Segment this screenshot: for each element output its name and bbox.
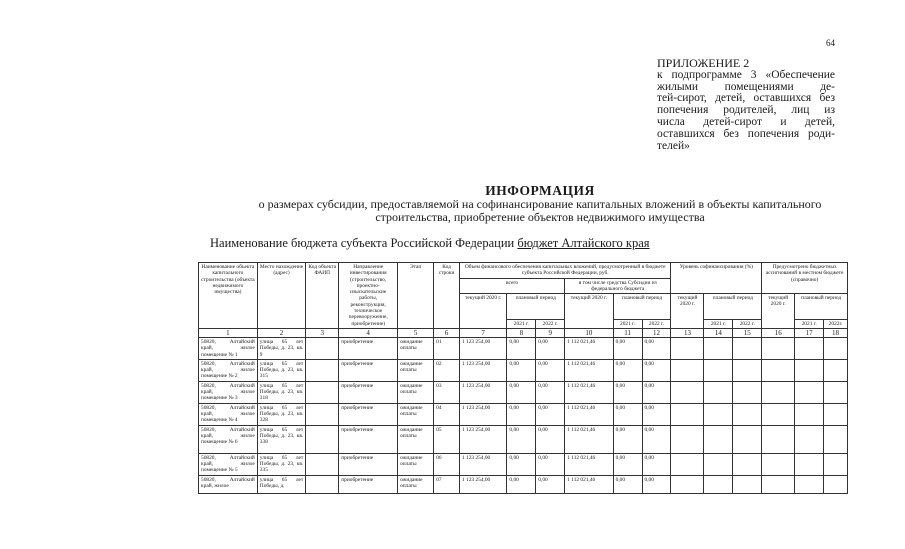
document-subtitle-line: строительства, приобретение объектов недвижимого имущества: [375, 209, 705, 224]
cofin-2020-cell: [671, 337, 704, 359]
direction-cell: приобретение: [339, 337, 398, 359]
stage-cell: ожидание оплаты: [398, 475, 434, 493]
header-year: 2022г.: [824, 319, 848, 328]
subsidy-2021-cell: 0,00: [613, 359, 642, 381]
column-number: 15: [733, 328, 762, 337]
appendix-line: тей-сирот, детей, оставшихся без: [657, 92, 835, 105]
limit-2021-cell: [795, 425, 824, 453]
row-code-cell: 01: [434, 337, 460, 359]
appendix-line: числа детей-сирот и детей,: [657, 115, 835, 128]
limit-2021-cell: [795, 337, 824, 359]
total-2022-cell: 0,00: [536, 381, 565, 403]
column-number: 14: [704, 328, 733, 337]
header-direction: Направление инвестирования (строительство, проектно-изыскательские работы, реконструкция, техническое перевооружение, приобретение): [339, 263, 398, 329]
header-year: 2021 г.: [613, 319, 642, 328]
address-cell: улица 65 лет Победы, д. 23, кв. 318: [257, 381, 305, 403]
appendix-title: ПРИЛОЖЕНИЕ 2: [657, 56, 750, 70]
column-number-row: [199, 328, 848, 337]
subsidy-2022-cell: 0,00: [642, 475, 671, 493]
address-cell: улица 65 лет Победы, д. 23, кв. 315: [257, 359, 305, 381]
total-2020-cell: 1 123 254,00: [459, 475, 506, 493]
cofin-2020-cell: [671, 453, 704, 475]
cofin-2020-cell: [671, 475, 704, 493]
limit-2021-cell: [795, 381, 824, 403]
column-number: 2: [257, 328, 305, 337]
budget-value: бюджет Алтайского края: [517, 236, 650, 250]
header-year: 2022 г.: [642, 319, 671, 328]
header-current-year: текущий 2020 г.: [762, 294, 795, 329]
total-2020-cell: 1 123 254,00: [459, 425, 506, 453]
header-year: 2021 г.: [704, 319, 733, 328]
cofin-2022-cell: [733, 475, 762, 493]
row-code-cell: 05: [434, 425, 460, 453]
header-planned-period: плановый период: [795, 294, 848, 319]
limit-2021-cell: [795, 475, 824, 493]
cofin-2021-cell: [704, 403, 733, 425]
object-name-cell: 50820, Алтайский край, жилое помещение № 5: [199, 453, 258, 475]
subsidy-2022-cell: 0,00: [642, 425, 671, 453]
row-code-cell: 07: [434, 475, 460, 493]
document-heading: [200, 184, 880, 223]
header-year: 2022 г.: [536, 319, 565, 328]
object-name-cell: 50820, Алтайский край, жилое помещение № 6: [199, 425, 258, 453]
header-planned-period: плановый период: [704, 294, 762, 319]
column-number: 3: [306, 328, 339, 337]
document-subtitle-line: о размерах субсидии, предоставляемой на софинансирование капитальных вложений в объекты капитального: [258, 197, 822, 211]
appendix-line: к подпрограмме 3 «Обеспечение: [657, 68, 835, 81]
total-2020-cell: 1 123 254,00: [459, 359, 506, 381]
appendix-block: [657, 58, 835, 152]
stage-cell: ожидание оплаты: [398, 359, 434, 381]
header-row: [199, 263, 848, 279]
subsidy-2021-cell: 0,00: [613, 453, 642, 475]
header-year: 2022 г.: [733, 319, 762, 328]
header-current-year: текущий 2020 г.: [671, 294, 704, 329]
subsidy-2022-cell: 0,00: [642, 381, 671, 403]
row-code-cell: 02: [434, 359, 460, 381]
table-row: [199, 359, 848, 381]
subsidy-2021-cell: 0,00: [613, 337, 642, 359]
address-cell: улица 65 лет Победы, д. 23, кв. 338: [257, 425, 305, 453]
column-number: 18: [824, 328, 848, 337]
appendix-line: телей»: [657, 139, 690, 152]
limit-2022-cell: [824, 425, 848, 453]
stage-cell: ожидание оплаты: [398, 425, 434, 453]
direction-cell: приобретение: [339, 425, 398, 453]
cofin-2020-cell: [671, 403, 704, 425]
row-code-cell: 03: [434, 381, 460, 403]
limit-2020-cell: [762, 381, 795, 403]
header-row-code: Код строки: [434, 263, 460, 329]
header-faip-code: Код объекта ФАИП: [306, 263, 339, 329]
address-cell: улица 65 лет Победы, д.: [257, 475, 305, 493]
header-year: 2021 г.: [507, 319, 536, 328]
subsidy-2022-cell: 0,00: [642, 403, 671, 425]
subsidy-2021-cell: 0,00: [613, 425, 642, 453]
limit-2022-cell: [824, 453, 848, 475]
total-2021-cell: 0,00: [507, 337, 536, 359]
address-cell: улица 65 лет Победы, д. 23, кв. 328: [257, 403, 305, 425]
appendix-line: оставшихся без попечения роди-: [657, 127, 835, 140]
limit-2021-cell: [795, 359, 824, 381]
faip-code-cell: [306, 425, 339, 453]
total-2022-cell: 0,00: [536, 403, 565, 425]
faip-code-cell: [306, 475, 339, 493]
subsidy-2020-cell: 1 112 021,46: [565, 381, 613, 403]
document-title: ИНФОРМАЦИЯ: [485, 183, 595, 198]
subsidy-2020-cell: 1 112 021,46: [565, 475, 613, 493]
column-number: 16: [762, 328, 795, 337]
total-2021-cell: 0,00: [507, 475, 536, 493]
cofin-2020-cell: [671, 425, 704, 453]
direction-cell: приобретение: [339, 403, 398, 425]
subsidy-2020-cell: 1 112 021,46: [565, 359, 613, 381]
address-cell: улица 65 лет Победы, д. 23, кв. 9: [257, 337, 305, 359]
total-2022-cell: 0,00: [536, 359, 565, 381]
total-2022-cell: 0,00: [536, 425, 565, 453]
subsidy-2022-cell: 0,00: [642, 337, 671, 359]
subsidy-2020-cell: 1 112 021,46: [565, 453, 613, 475]
header-volume: Объем финансового обеспечения капитальных вложений, предусмотренный в бюджете субъекта Российской Федерации, руб.: [459, 263, 670, 279]
faip-code-cell: [306, 381, 339, 403]
total-2020-cell: 1 123 254,00: [459, 337, 506, 359]
limit-2020-cell: [762, 425, 795, 453]
stage-cell: ожидание оплаты: [398, 403, 434, 425]
budget-label: Наименование бюджета субъекта Российской Федерации: [210, 236, 515, 250]
column-number: 11: [613, 328, 642, 337]
header-location: Место нахождение (адрес): [257, 263, 305, 329]
table-row: [199, 453, 848, 475]
limit-2022-cell: [824, 403, 848, 425]
column-number: 7: [459, 328, 506, 337]
direction-cell: приобретение: [339, 381, 398, 403]
cofin-2021-cell: [704, 381, 733, 403]
limit-2022-cell: [824, 359, 848, 381]
limit-2021-cell: [795, 453, 824, 475]
header-limits: Предусмотрено бюджетных ассигнований в местном бюджете (справочно): [762, 263, 848, 294]
cofin-2022-cell: [733, 453, 762, 475]
address-cell: улица 65 лет Победы, д. 23, кв. 335: [257, 453, 305, 475]
cofin-2022-cell: [733, 381, 762, 403]
header-total: всего: [459, 278, 564, 294]
total-2021-cell: 0,00: [507, 359, 536, 381]
total-2020-cell: 1 123 254,00: [459, 403, 506, 425]
column-number: 6: [434, 328, 460, 337]
table-row: [199, 381, 848, 403]
column-number: 5: [398, 328, 434, 337]
stage-cell: ожидание оплаты: [398, 453, 434, 475]
appendix-line: попечения родителей, лиц из: [657, 104, 835, 117]
limit-2021-cell: [795, 403, 824, 425]
limit-2020-cell: [762, 453, 795, 475]
limit-2020-cell: [762, 475, 795, 493]
column-number: 8: [507, 328, 536, 337]
total-2020-cell: 1 123 254,00: [459, 453, 506, 475]
cofin-2021-cell: [704, 425, 733, 453]
cofin-2022-cell: [733, 425, 762, 453]
total-2022-cell: 0,00: [536, 453, 565, 475]
total-2021-cell: 0,00: [507, 425, 536, 453]
table-row: [199, 425, 848, 453]
subsidy-2020-cell: 1 112 021,46: [565, 403, 613, 425]
header-current-year: текущий 2020 г.: [459, 294, 506, 329]
cofin-2021-cell: [704, 359, 733, 381]
table-row: [199, 475, 848, 493]
object-name-cell: 50820, Алтайский край, жилое помещение № 4: [199, 403, 258, 425]
subsidy-2020-cell: 1 112 021,46: [565, 425, 613, 453]
subsidy-2020-cell: 1 112 021,46: [565, 337, 613, 359]
appendix-line: жилыми помещениями де-: [657, 80, 835, 93]
header-year: 2021 г.: [795, 319, 824, 328]
faip-code-cell: [306, 359, 339, 381]
limit-2020-cell: [762, 359, 795, 381]
cofin-2022-cell: [733, 337, 762, 359]
header-object-name: Наименование объекта капитального строительства (объекта недвижимого имущества): [199, 263, 258, 329]
header-incl-subsidy: в том числе средства Субсидии из федерального бюджета: [565, 278, 671, 294]
limit-2020-cell: [762, 403, 795, 425]
stage-cell: ожидание оплаты: [398, 381, 434, 403]
object-name-cell: 50820, Алтайский край, жилое помещение № 3: [199, 381, 258, 403]
column-number: 4: [339, 328, 398, 337]
row-code-cell: 04: [434, 403, 460, 425]
column-number: 13: [671, 328, 704, 337]
total-2020-cell: 1 123 254,00: [459, 381, 506, 403]
limit-2022-cell: [824, 475, 848, 493]
cofin-2021-cell: [704, 337, 733, 359]
table-row: [199, 403, 848, 425]
header-planned-period: плановый период: [613, 294, 671, 319]
column-number: 12: [642, 328, 671, 337]
column-number: 10: [565, 328, 613, 337]
total-2022-cell: 0,00: [536, 475, 565, 493]
page-number: 64: [826, 38, 835, 48]
limit-2020-cell: [762, 337, 795, 359]
column-number: 1: [199, 328, 258, 337]
faip-code-cell: [306, 403, 339, 425]
cofin-2022-cell: [733, 359, 762, 381]
subsidy-2021-cell: 0,00: [613, 475, 642, 493]
subsidy-2021-cell: 0,00: [613, 381, 642, 403]
total-2022-cell: 0,00: [536, 337, 565, 359]
cofin-2022-cell: [733, 403, 762, 425]
row-code-cell: 06: [434, 453, 460, 475]
subsidy-2021-cell: 0,00: [613, 403, 642, 425]
header-planned-period: плановый период: [507, 294, 565, 319]
column-number: 9: [536, 328, 565, 337]
header-current-year: текущий 2020 г.: [565, 294, 613, 329]
cofin-2021-cell: [704, 475, 733, 493]
direction-cell: приобретение: [339, 453, 398, 475]
budget-line: [210, 236, 650, 251]
header-stage: Этап: [398, 263, 434, 329]
object-name-cell: 50820, Алтайский край, жилое: [199, 475, 258, 493]
object-name-cell: 50820, Алтайский край, жилое помещение № 2: [199, 359, 258, 381]
object-name-cell: 50820, Алтайский край, жилое помещение № 1: [199, 337, 258, 359]
faip-code-cell: [306, 453, 339, 475]
cofin-2021-cell: [704, 453, 733, 475]
table-row: [199, 337, 848, 359]
header-cofin-level: Уровень софинансирования (%): [671, 263, 762, 294]
subsidy-table: [198, 262, 848, 494]
column-number: 17: [795, 328, 824, 337]
subsidy-2022-cell: 0,00: [642, 359, 671, 381]
cofin-2020-cell: [671, 359, 704, 381]
total-2021-cell: 0,00: [507, 381, 536, 403]
cofin-2020-cell: [671, 381, 704, 403]
limit-2022-cell: [824, 337, 848, 359]
subsidy-2022-cell: 0,00: [642, 453, 671, 475]
limit-2022-cell: [824, 381, 848, 403]
direction-cell: приобретение: [339, 475, 398, 493]
faip-code-cell: [306, 337, 339, 359]
total-2021-cell: 0,00: [507, 453, 536, 475]
stage-cell: ожидание оплаты: [398, 337, 434, 359]
direction-cell: приобретение: [339, 359, 398, 381]
total-2021-cell: 0,00: [507, 403, 536, 425]
